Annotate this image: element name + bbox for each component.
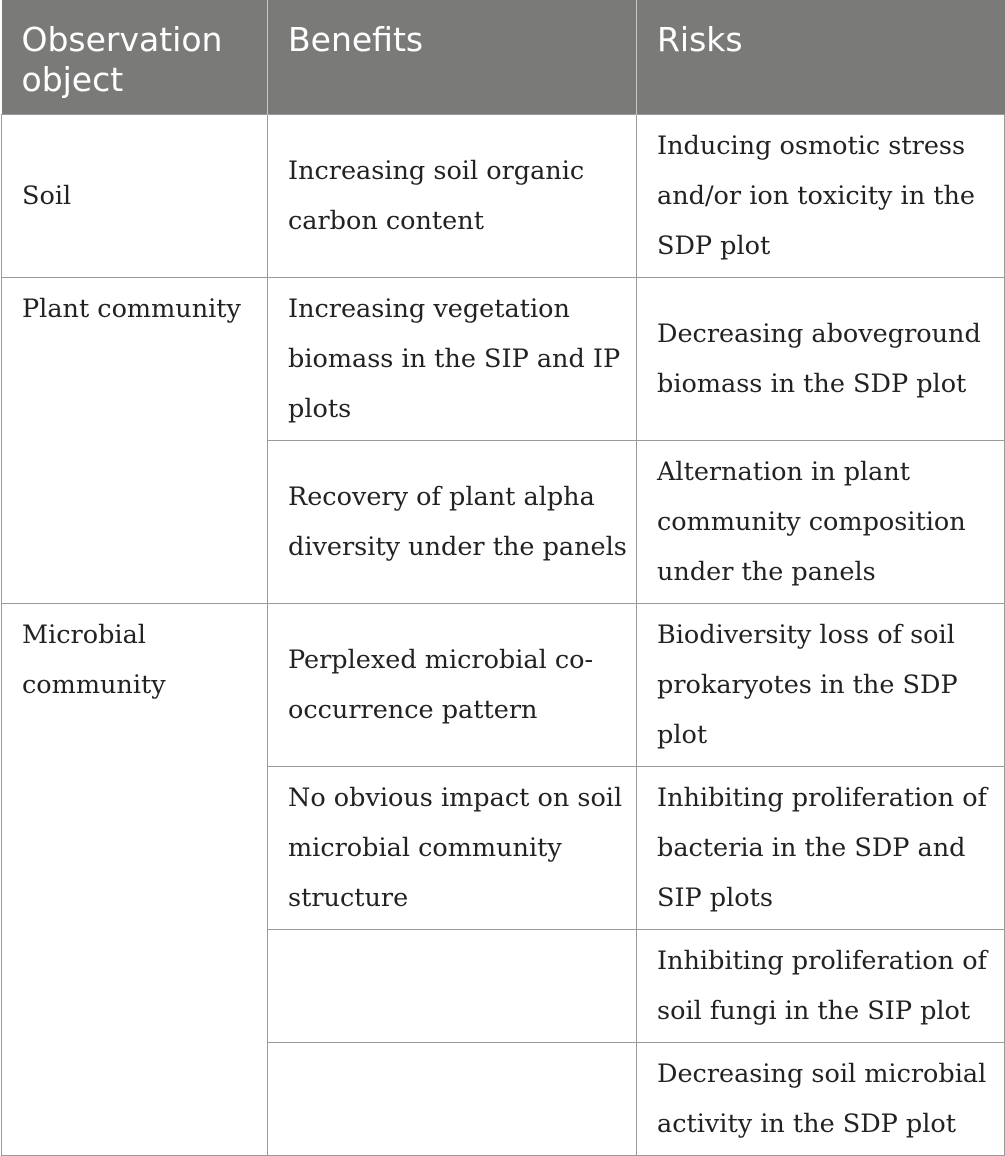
header-row xyxy=(2,0,1005,115)
header-benefits: Benefits xyxy=(268,0,637,115)
benefit-cell: No obvious impact on soil microbial community structure xyxy=(268,767,637,930)
table-row xyxy=(2,278,1005,441)
risk-cell: Inhibiting proliferation of soil fungi in the SIP plot xyxy=(637,930,1005,1043)
risk-cell: Inducing osmotic stress and/or ion toxicity in the SDP plot xyxy=(637,115,1005,278)
benefit-cell xyxy=(268,930,637,1043)
risk-cell: Decreasing soil microbial activity in the SDP plot xyxy=(637,1043,1005,1156)
observation-object-cell: Microbial community xyxy=(2,604,268,1156)
table-row xyxy=(2,604,1005,767)
risk-cell: Inhibiting proliferation of bacteria in the SDP and SIP plots xyxy=(637,767,1005,930)
benefit-cell: Increasing soil organic carbon content xyxy=(268,115,637,278)
benefit-cell xyxy=(268,1043,637,1156)
observation-object-cell: Plant community xyxy=(2,278,268,604)
benefit-cell: Perplexed microbial co-occurrence pattern xyxy=(268,604,637,767)
header-risks: Risks xyxy=(637,0,1005,115)
risk-cell: Alternation in plant community composition under the panels xyxy=(637,441,1005,604)
risk-cell: Biodiversity loss of soil prokaryotes in the SDP plot xyxy=(637,604,1005,767)
observation-object-cell: Soil xyxy=(2,115,268,278)
benefit-cell: Increasing vegetation biomass in the SIP and IP plots xyxy=(268,278,637,441)
observation-table xyxy=(1,0,1005,1156)
benefit-cell: Recovery of plant alpha diversity under the panels xyxy=(268,441,637,604)
table-row xyxy=(2,115,1005,278)
risk-cell: Decreasing aboveground biomass in the SDP plot xyxy=(637,278,1005,441)
header-observation-object: Observation object xyxy=(2,0,268,115)
